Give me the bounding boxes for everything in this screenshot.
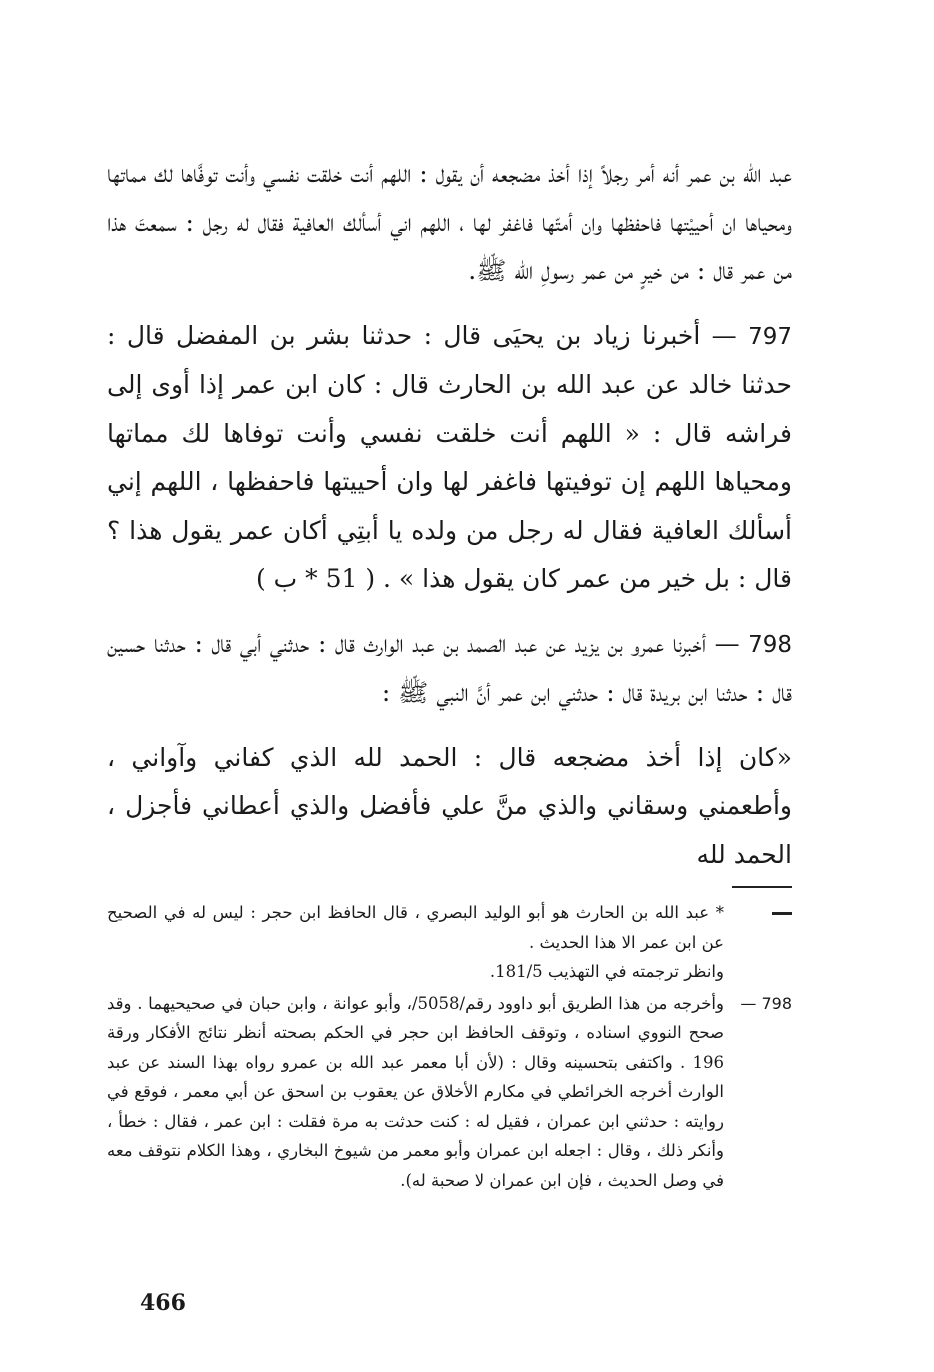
footnotes	[107, 898, 792, 1195]
hadith-number: 798	[748, 631, 792, 658]
main-text-block	[107, 150, 792, 879]
footnote-line: * عبد الله بن الحارث هو أبو الوليد البصري ، قال الحافظ ابن حجر : ليس له في الصحيح عن ابن عمر الا هذا الحديث .	[107, 903, 724, 952]
hadith-798	[107, 620, 792, 718]
page-number: 466	[140, 1290, 186, 1316]
footnote-line: وأخرجه من هذا الطريق أبو داوود رقم/5058/، وأبو عوانة ، وابن حبان في صحيحيهما . وقد صحح النووي اسناده ، وتوقف الحافظ ابن حجر في الحكم بصحته أنظر نتائج الأفكار ورقة 196 . واكتفى بتحسينه وقال : (لأن أبا معمر عبد الله بن عمرو رواه بهذا السند عن عبد الوارث أخرجه الخرائطي في مكارم الأخلاق عن يعقوب بن اسحق عن أبي معمر ، فوقع في روايته : حدثني ابن عمران ، فقيل له : كنت حدثت به مرة فقلت : ابن عمر ، فقال : خطأ ، وأنكر ذلك ، وقال : اجعله ابن عمران وأبو معمر من شيوخ البخاري ، وهذا الكلام نتوقف معه في وصل الحديث ، فإن ابن عمران لا صحبة له).	[107, 993, 724, 1190]
footnote-asterisk	[107, 898, 792, 987]
footnote-label: 798 —	[740, 993, 792, 1013]
footnote-dash-marker	[772, 912, 792, 915]
hadith-797	[107, 312, 792, 604]
paragraph-text: — أخبرنا عمرو بن يزيد عن عبد الصمد بن عبد الوارث قال : حدثني أبي قال : حدثنا حسين قال : حدثنا ابن بريدة قال : حدثني ابن عمر أنَّ النبي ﷺ :	[107, 628, 792, 707]
footnote-line: وانظر ترجمته في التهذيب 181/5.	[489, 962, 724, 981]
hadith-number: 797	[748, 323, 792, 350]
paragraph-text: عبد الله بن عمر أنه أمر رجلاً إذا أخذ مضجعه أن يقول : اللهم أنت خلقت نفسي وأنت توفَّاها لك مماتها ومحياها ان أحييْتها فاحفظها وان أمتّها فاغفر لها ، اللهم اني أسألك العافية فقال له رجل : سمعتَ هذا من عمر قال : من خيرٍ من عمر رسولِ الله ﷺ.	[107, 159, 792, 285]
footnote-body	[107, 989, 724, 1196]
paragraph-continuation	[107, 150, 792, 296]
hadith-798-text	[107, 734, 792, 880]
footnote-divider	[732, 886, 792, 888]
paragraph-text: «كان إذا أخذ مضجعه قال : الحمد لله الذي كفاني وآواني ، وأطعمني وسقاني والذي منَّ علي فأفضل والذي أعطاني فأجزل ، الحمد لله	[107, 742, 792, 869]
paragraph-text: — أخبرنا زياد بن يحيَى قال : حدثنا بشر بن المفضل قال : حدثنا خالد عن عبد الله بن الحارث قال : كان ابن عمر إذا أوى إلى فراشه قال : « اللهم أنت خلقت نفسي وأنت توفاها لك مماتها ومحياها اللهم إن توفيتها فاغفر لها وان أحييتها فاحفظها ، اللهم إني أسألك العافية فقال له رجل من ولده يا أبتِي أكان عمر يقول هذا ؟ قال : بل خير من عمر كان يقول هذا » . ( 51 * ب )	[107, 320, 792, 593]
footnote-798	[107, 989, 792, 1196]
footnote-body	[107, 898, 724, 987]
